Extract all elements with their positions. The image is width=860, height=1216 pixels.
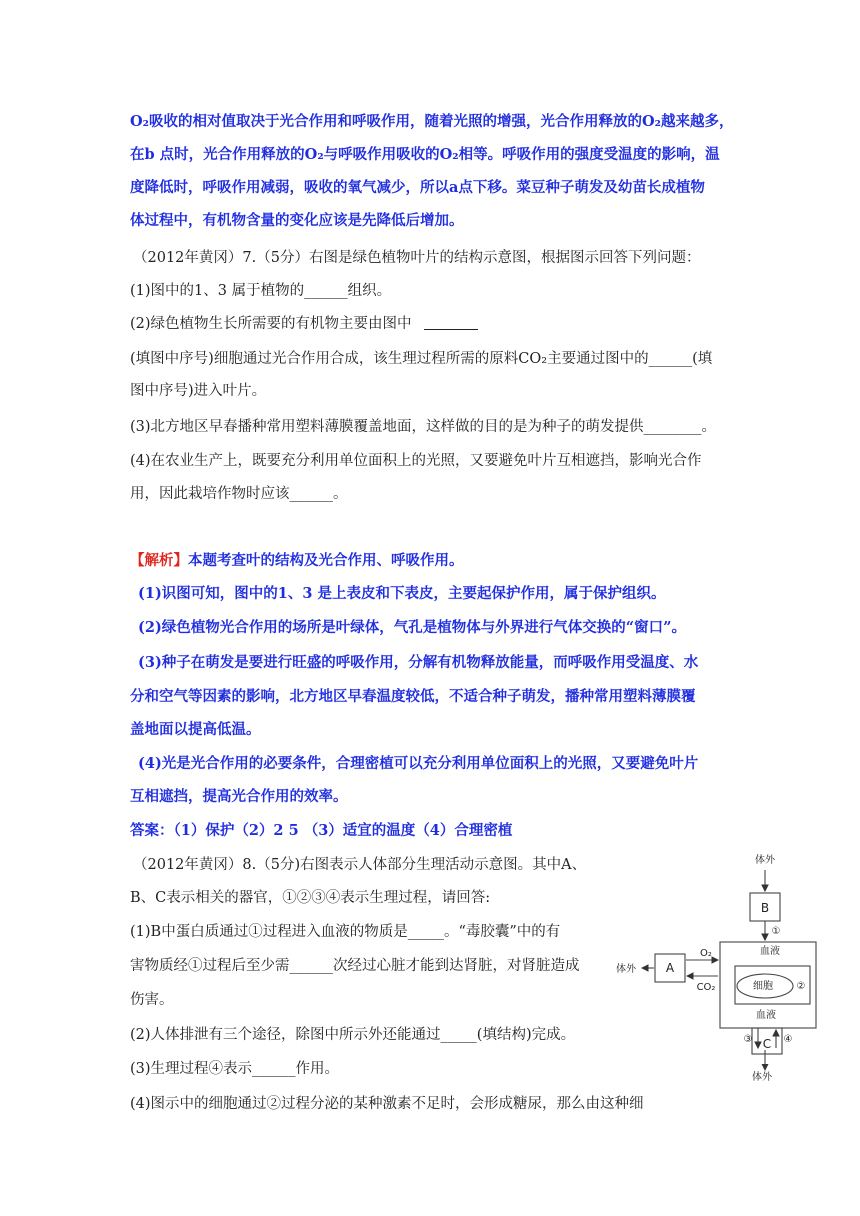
q8-sub1b: 害物质经①过程后至少需______次经过心脏才能到达肾脏，对肾脏造成 <box>130 958 580 974</box>
q7-title: （2012年黄冈）7.（5分）右图是绿色植物叶片的结构示意图，根据图示回答下列问题： <box>133 250 701 266</box>
label-box-b: B <box>760 901 770 915</box>
label-o2: O₂ <box>700 948 712 959</box>
q8-sub2: (2)人体排泄有三个途径，除图中所示外还能通过_____(填结构)完成。 <box>130 1027 576 1043</box>
analysis-tag: 【解析】 <box>130 552 188 569</box>
q8-sub3: (3)生理过程④表示______作用。 <box>130 1061 340 1077</box>
label-outside-bottom: 体外 <box>752 1072 772 1083</box>
q7-sub3b: 图中序号)进入叶片。 <box>130 383 267 399</box>
q7-sub3: (填图中序号)细胞通过光合作用合成，该生理过程所需的原料CO₂主要通过图中的______(填 <box>130 351 713 367</box>
analysis-item3b: 分和空气等因素的影响，北方地区早春温度较低，不适合种子萌发，播种常用塑料薄膜覆 <box>130 688 696 705</box>
analysis-item4b: 互相遮挡，提高光合作用的效率。 <box>130 788 348 805</box>
label-process-4: ④ <box>783 1034 793 1045</box>
label-co2: CO₂ <box>696 982 716 993</box>
para1-line4: 体过程中，有机物含量的变化应该是先降低后增加。 <box>130 212 464 229</box>
analysis-item4: (4)光是光合作用的必要条件，合理密植可以充分利用单位面积上的光照，又要避免叶片 <box>138 755 699 772</box>
analysis-intro: 本题考查叶的结构及光合作用、呼吸作用。 <box>188 552 464 569</box>
q8-sub4: (4)图示中的细胞通过②过程分泌的某种激素不足时，会形成糖尿，那么由这种细 <box>130 1096 644 1112</box>
para1-line3: 度降低时，呼吸作用减弱，吸收的氧气减少，所以a点下移。菜豆种子萌发及幼苗长成植物 <box>130 179 705 196</box>
analysis-item2: (2)绿色植物光合作用的场所是叶绿体，气孔是植物体与外界进行气体交换的“窗口”。 <box>138 619 686 636</box>
q7-sub4: (3)北方地区早春播种常用塑料薄膜覆盖地面，这样做的目的是为种子的萌发提供________。 <box>130 419 717 435</box>
label-cell: 细胞 <box>753 981 773 992</box>
label-outside-top: 体外 <box>755 855 775 866</box>
label-process-1: ① <box>771 926 781 937</box>
q8-title: （2012年黄冈）8.（5分)右图表示人体部分生理活动示意图。其中A、 <box>133 857 587 873</box>
label-box-c: C <box>762 1037 772 1051</box>
q7-sub2-text: (2)绿色植物生长所需要的有机物主要由图中 <box>130 316 412 332</box>
label-process-3: ③ <box>743 1034 753 1045</box>
answer-line: 答案：（1）保护（2）2 5 （3）适宜的温度（4）合理密植 <box>130 822 513 839</box>
label-process-2: ② <box>796 981 806 992</box>
q8-sub1: (1)B中蛋白质通过①过程进入血液的物质是_____。“毒胶囊”中的有 <box>130 924 561 940</box>
q7-blank <box>424 315 478 330</box>
q7-sub1: (1)图中的1、3 属于植物的______组织。 <box>130 283 392 299</box>
label-box-a: A <box>665 961 675 975</box>
q8-title2: B、C表示相关的器官，①②③④表示生理过程，请回答: <box>130 890 491 906</box>
analysis-item3: (3)种子在萌发是要进行旺盛的呼吸作用，分解有机物释放能量，而呼吸作用受温度、水 <box>138 654 699 671</box>
analysis-item1: (1)识图可知，图中的1、3 是上表皮和下表皮，主要起保护作用，属于保护组织。 <box>138 585 666 602</box>
q8-sub1c: 伤害。 <box>130 992 174 1008</box>
para1-line1: O₂吸收的相对值取决于光合作用和呼吸作用，随着光照的增强，光合作用释放的O₂越来越多， <box>130 113 734 130</box>
label-outside-left: 体外 <box>616 964 636 975</box>
analysis-heading <box>130 551 464 571</box>
arrow-c-to-outside <box>760 1050 770 1072</box>
physiology-diagram <box>610 848 825 1070</box>
analysis-item3c: 盖地面以提高低温。 <box>130 721 261 738</box>
q7-sub5b: 用，因此栽培作物时应该______。 <box>130 486 348 502</box>
q7-sub5: (4)在农业生产上，既要充分利用单位面积上的光照，又要避免叶片互相遮挡，影响光合作 <box>130 453 702 469</box>
q7-sub2 <box>130 314 478 334</box>
label-blood-top: 血液 <box>760 946 780 957</box>
para1-line2: 在b 点时，光合作用释放的O₂与呼吸作用吸收的O₂相等。呼吸作用的强度受温度的影响，温 <box>130 146 720 163</box>
label-blood-bottom: 血液 <box>756 1010 776 1021</box>
